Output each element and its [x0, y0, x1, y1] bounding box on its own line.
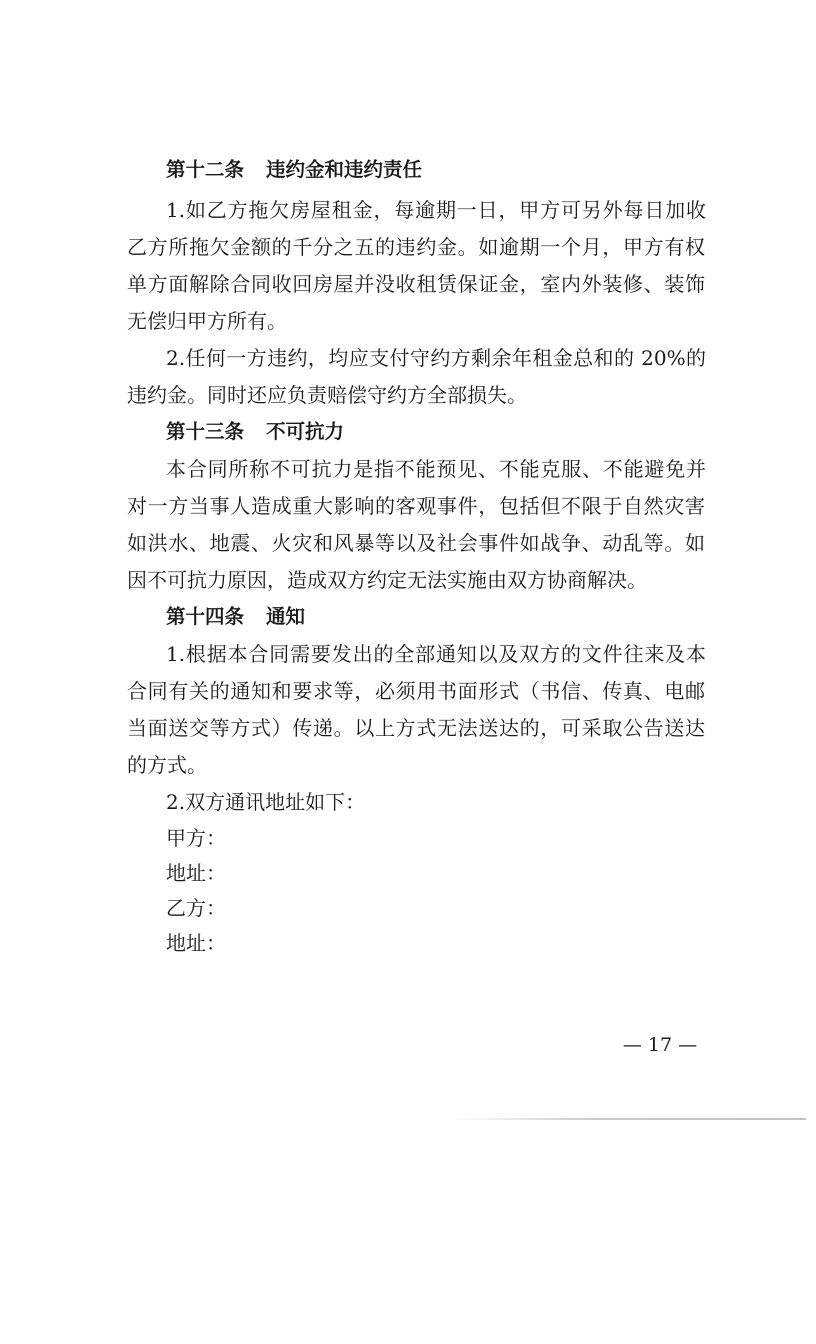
- section-14-p1-line-1: 1.根据本合同需要发出的全部通知以及双方的文件往来及本: [166, 642, 706, 666]
- section-12-heading: [166, 150, 816, 190]
- section-13-p1-line-1: 本合同所称不可抗力是指不能预见、不能克服、不能避免并: [166, 457, 706, 481]
- section-13-heading: [166, 412, 816, 452]
- section-13-title: 不可抗力: [266, 420, 345, 443]
- section-12-number: 第十二条: [166, 158, 245, 181]
- section-14-heading: [166, 597, 816, 637]
- page-number: — 17 —: [622, 1034, 698, 1056]
- section-13-p1-line-2: 对一方当事人造成重大影响的客观事件，包括但不限于自然灾害: [127, 494, 705, 518]
- party-b-label: 乙方：: [166, 896, 226, 920]
- party-a-address-label: 地址：: [166, 861, 226, 885]
- section-14-p1-line-3: 当面送交等方式）传递。以上方式无法送达的，可采取公告送达: [127, 716, 705, 740]
- section-14-title: 通知: [266, 605, 306, 628]
- section-12-p2-line-2: 违约金。同时还应负责赔偿守约方全部损失。: [127, 383, 527, 407]
- section-14-p2: 2.双方通讯地址如下：: [166, 790, 366, 814]
- section-14-p1-line-4: 的方式。: [127, 753, 207, 777]
- section-13-number: 第十三条: [166, 420, 245, 443]
- section-14-number: 第十四条: [166, 605, 245, 628]
- section-13-p1-line-4: 因不可抗力原因，造成双方约定无法实施由双方协商解决。: [127, 568, 647, 592]
- section-12-title: 违约金和违约责任: [266, 158, 423, 181]
- party-a-label: 甲方：: [166, 826, 226, 850]
- section-12-p1-line-4: 无偿归甲方所有。: [127, 309, 287, 333]
- section-14-p1-line-2: 合同有关的通知和要求等，必须用书面形式（书信、传真、电邮: [127, 679, 705, 703]
- section-12-p1-line-3: 单方面解除合同收回房屋并没收租赁保证金，室内外装修、装饰: [127, 272, 705, 296]
- section-12-p1-line-1: 1.如乙方拖欠房屋租金，每逾期一日，甲方可另外每日加收: [166, 198, 706, 222]
- section-12-p1-line-2: 乙方所拖欠金额的千分之五的违约金。如逾期一个月，甲方有权: [127, 235, 705, 259]
- scan-edge-line: [450, 1118, 806, 1120]
- section-12-p2-line-1: 2.任何一方违约，均应支付守约方剩余年租金总和的 20%的: [166, 346, 706, 370]
- section-13-p1-line-3: 如洪水、地震、火灾和风暴等以及社会事件如战争、动乱等。如: [127, 531, 705, 555]
- party-b-address-label: 地址：: [166, 931, 226, 955]
